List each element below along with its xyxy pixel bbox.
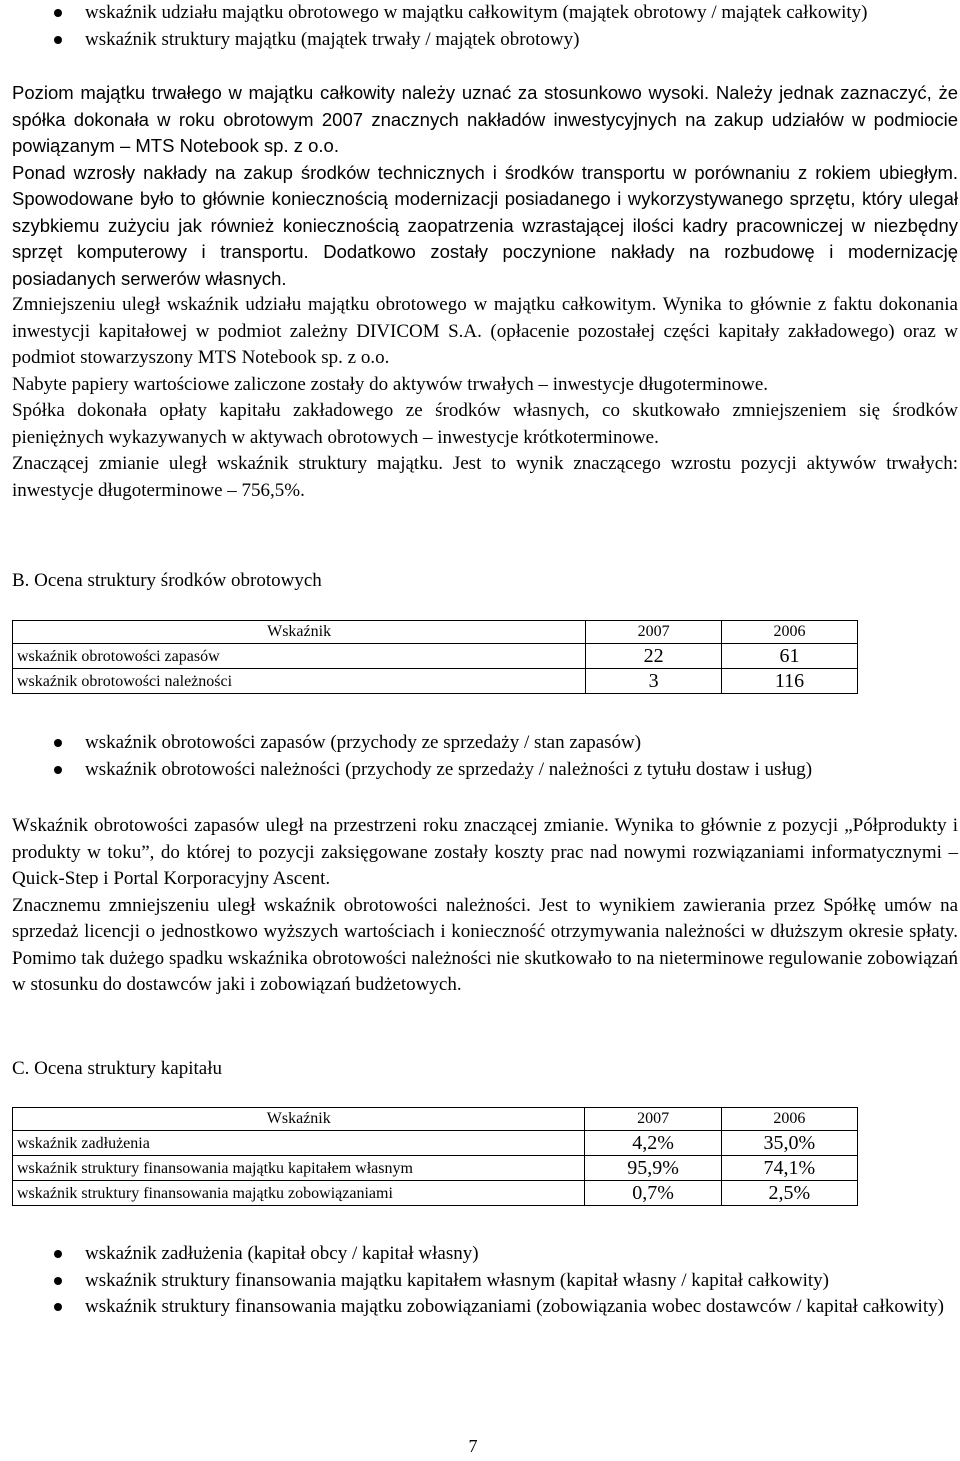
indicator-table-c bbox=[12, 1107, 858, 1206]
header-cell: Wskaźnik bbox=[13, 1108, 585, 1131]
bullet-icon bbox=[54, 36, 62, 44]
table-cell: 116 bbox=[722, 669, 858, 694]
table-cell: wskaźnik struktury finansowania majątku zobowiązaniami bbox=[13, 1181, 585, 1206]
list-item: wskaźnik struktury majątku (majątek trwały / majątek obrotowy) bbox=[12, 27, 958, 54]
list-item: wskaźnik struktury finansowania majątku kapitałem własnym (kapitał własny / kapitał całkowity) bbox=[12, 1268, 958, 1295]
list-item: wskaźnik zadłużenia (kapitał obcy / kapitał własny) bbox=[12, 1241, 958, 1268]
bullet-icon bbox=[54, 9, 62, 17]
bullet-icon bbox=[54, 1277, 62, 1285]
bullet-icon bbox=[54, 1250, 62, 1258]
table-cell: 2,5% bbox=[721, 1181, 857, 1206]
table-cell: 35,0% bbox=[721, 1131, 857, 1156]
table-cell: 74,1% bbox=[721, 1156, 857, 1181]
section-b-title: B. Ocena struktury środków obrotowych bbox=[12, 570, 322, 591]
table-cell: wskaźnik obrotowości należności bbox=[13, 669, 586, 694]
table-row bbox=[13, 669, 858, 694]
header-cell: 2006 bbox=[721, 1108, 857, 1131]
header-cell: 2007 bbox=[586, 621, 722, 644]
table-header-row bbox=[13, 621, 858, 644]
table-cell: 95,9% bbox=[585, 1156, 721, 1181]
paragraph: Znacznemu zmniejszeniu uległ wskaźnik obrotowości należności. Jest to wynikiem zawierania przez Spółkę umów na sprzedaż licencji o jednostkowo wyższych wartościach i konieczność otrzymywania należności w dłuższym okresie spłaty. Pomimo tak dużego spadku wskaźnika obrotowości należności nie skutkowało to na nieterminowe regulowanie zobowiązań w stosunku do dostawców jaki i zobowiązań budżetowych. bbox=[12, 894, 958, 995]
table-cell: 4,2% bbox=[585, 1131, 721, 1156]
list-item: wskaźnik obrotowości zapasów (przychody ze sprzedaży / stan zapasów) bbox=[12, 730, 958, 757]
paragraph-line: Spółka dokonała opłaty kapitału zakładowego ze środków własnych, co skutkowało zmniejszeniem się środków pieniężnych wykazywanych w aktywach obrotowych – inwestycje krótkoterminowe. bbox=[12, 400, 958, 448]
indicator-table-b bbox=[12, 620, 858, 694]
bullet-icon bbox=[54, 766, 62, 774]
table-row bbox=[13, 644, 858, 669]
table-cell: 22 bbox=[586, 644, 722, 669]
paragraph-line: Nabyte papiery wartościowe zaliczone zostały do aktywów trwałych – inwestycje długoterminowe. bbox=[12, 373, 769, 395]
bullet-icon bbox=[54, 739, 62, 747]
table-cell: 61 bbox=[722, 644, 858, 669]
table-cell: wskaźnik struktury finansowania majątku kapitałem własnym bbox=[13, 1156, 585, 1181]
list-item: wskaźnik obrotowości należności (przychody ze sprzedaży / należności z tytułu dostaw i usług) bbox=[12, 757, 958, 784]
list-item: wskaźnik struktury finansowania majątku zobowiązaniami (zobowiązania wobec dostawców / kapitał całkowity) bbox=[12, 1294, 958, 1321]
section-b-text bbox=[12, 813, 958, 999]
table-row bbox=[13, 1131, 858, 1156]
page-number: 7 bbox=[468, 1436, 478, 1456]
paragraph-line: Ponad wzrosły nakłady na zakup środków technicznych i środków transportu w porównaniu z rokiem ubiegłym. Spowodowane było to głównie koniecznością modernizacji posiadanego i wykorzystywanego sprzętu, który ulegał szybkiemu zużyciu jak również koniecznością zaopatrzenia wzrastającej ilości kadry pracowniczej w niezbędny sprzęt komputerowy i transportu. Dodatkowo zostały poczynione nakłady na rozbudowę i modernizację posiadanych serwerów własnych. bbox=[12, 161, 958, 289]
header-cell: 2006 bbox=[722, 621, 858, 644]
table-cell: wskaźnik obrotowości zapasów bbox=[13, 644, 586, 669]
top-bullet-list bbox=[12, 0, 958, 53]
section-b-bullets bbox=[12, 730, 958, 783]
section-c-bullets bbox=[12, 1241, 958, 1321]
table-row bbox=[13, 1181, 858, 1206]
table-header-row bbox=[13, 1108, 858, 1131]
table-cell: 3 bbox=[586, 669, 722, 694]
list-item: wskaźnik udziału majątku obrotowego w majątku całkowitym (majątek obrotowy / majątek całkowity) bbox=[12, 0, 958, 27]
bullet-icon bbox=[54, 1303, 62, 1311]
paragraph-line: Poziom majątku trwałego w majątku całkowity należy uznać za stosunkowo wysoki. Należy jednak zaznaczyć, że spółka dokonała w roku obrotowym 2007 znacznych nakładów inwestycyjnych na zakup udziałów w podmiocie powiązanym – MTS Notebook sp. z o.o. bbox=[12, 82, 958, 156]
analysis-paragraph bbox=[12, 80, 958, 504]
header-cell: 2007 bbox=[585, 1108, 721, 1131]
section-c-title: C. Ocena struktury kapitału bbox=[12, 1058, 223, 1079]
paragraph-line: Znaczącej zmianie uległ wskaźnik struktury majątku. Jest to wynik znaczącego wzrostu pozycji aktywów trwałych: inwestycje długoterminowe – 756,5%. bbox=[12, 453, 958, 501]
header-cell: Wskaźnik bbox=[13, 621, 586, 644]
table-row bbox=[13, 1156, 858, 1181]
paragraph-line: Zmniejszeniu uległ wskaźnik udziału majątku obrotowego w majątku całkowitym. Wynika to głównie z faktu dokonania inwestycji kapitałowej w podmiot zależny DIVICOM S.A. (opłacenie pozostałej części kapitały zakładowego) oraz w podmiot stowarzyszony MTS Notebook sp. z o.o. bbox=[12, 294, 958, 368]
table-cell: wskaźnik zadłużenia bbox=[13, 1131, 585, 1156]
table-cell: 0,7% bbox=[585, 1181, 721, 1206]
paragraph: Wskaźnik obrotowości zapasów uległ na przestrzeni roku znaczącej zmianie. Wynika to głównie z pozycji „Półprodukty i produkty w toku”, do której to pozycji zaksięgowane zostały koszty prac nad nowymi rozwiązaniami informatycznymi – Quick-Step i Portal Korporacyjny Ascent. bbox=[12, 815, 958, 889]
